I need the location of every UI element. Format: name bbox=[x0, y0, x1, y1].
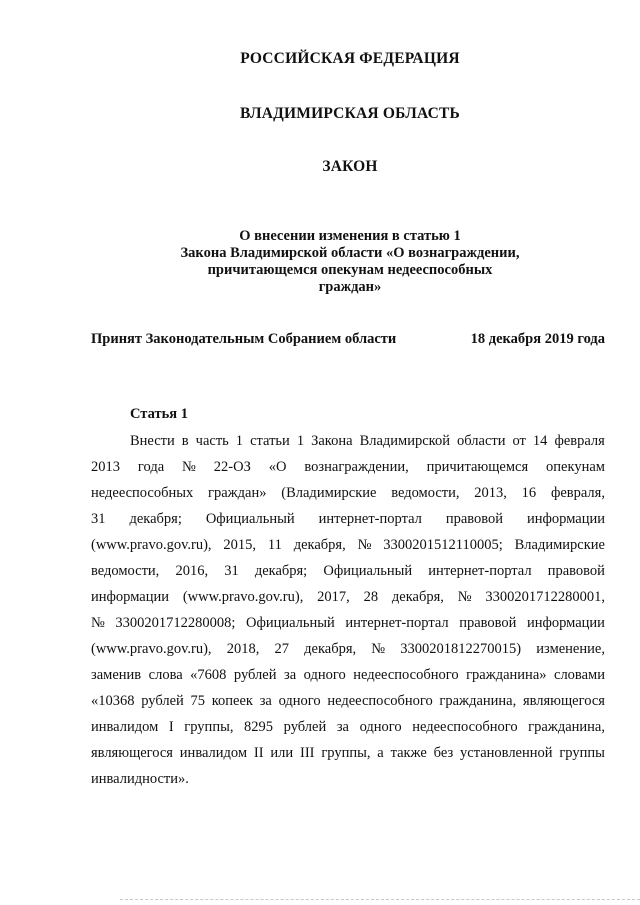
word: 27 bbox=[274, 641, 289, 657]
word: за bbox=[259, 693, 272, 709]
paragraph-line bbox=[91, 742, 605, 768]
word: граждан» bbox=[208, 485, 267, 501]
word: № bbox=[91, 615, 105, 631]
word: интернет-портал bbox=[318, 511, 422, 527]
page-edge-divider bbox=[120, 899, 640, 900]
word: рублей bbox=[141, 693, 184, 709]
word: Официальный bbox=[323, 563, 413, 579]
law-title-line: граждан» bbox=[318, 279, 382, 295]
paragraph-line bbox=[91, 482, 605, 508]
word: (www.pravo.gov.ru), bbox=[91, 537, 212, 553]
word: информации bbox=[527, 511, 605, 527]
word: являющегося bbox=[522, 693, 605, 709]
word: 14 bbox=[532, 433, 548, 449]
paragraph-line bbox=[91, 508, 605, 534]
word: без bbox=[433, 745, 454, 761]
country-heading: РОССИЙСКАЯ ФЕДЕРАЦИЯ bbox=[240, 50, 460, 67]
word: Владимирской bbox=[359, 433, 450, 449]
word: 11 bbox=[267, 537, 282, 553]
paragraph-line bbox=[91, 664, 605, 690]
word: 75 bbox=[190, 693, 206, 709]
word: группы, bbox=[184, 719, 234, 735]
word: 1 bbox=[296, 433, 305, 449]
word: копеек bbox=[211, 693, 253, 709]
word: 2015, bbox=[223, 537, 257, 553]
word: ведомости, bbox=[391, 485, 460, 501]
paragraph-line bbox=[91, 586, 605, 612]
word: информации bbox=[526, 615, 605, 631]
word: 22-ОЗ bbox=[213, 459, 251, 475]
word: Закона bbox=[311, 433, 353, 449]
paragraph-line bbox=[91, 716, 605, 742]
word: ведомости, bbox=[91, 563, 160, 579]
word: рублей bbox=[233, 667, 277, 683]
word: декабря; bbox=[129, 511, 182, 527]
word: № bbox=[457, 589, 472, 605]
word: часть bbox=[195, 433, 229, 449]
word: № bbox=[371, 641, 386, 657]
word: III bbox=[299, 745, 315, 761]
word: интернет-портал bbox=[345, 615, 449, 631]
word: 3300201712280008; bbox=[115, 615, 236, 631]
word: интернет-портал bbox=[428, 563, 532, 579]
word: одного bbox=[359, 719, 402, 735]
document-type-heading: ЗАКОН bbox=[322, 158, 378, 175]
word: декабря, bbox=[391, 589, 444, 605]
word: декабря; bbox=[254, 563, 308, 579]
word: правовой bbox=[459, 615, 517, 631]
word: инвалидом bbox=[179, 745, 248, 761]
word: словами bbox=[554, 667, 605, 683]
paragraph-line bbox=[91, 638, 605, 664]
paragraph-line bbox=[91, 534, 605, 560]
word: одного bbox=[303, 667, 346, 683]
word: инвалидности». bbox=[91, 771, 189, 787]
word: правовой bbox=[547, 563, 605, 579]
word: Официальный bbox=[205, 511, 295, 527]
word: Официальный bbox=[245, 615, 335, 631]
adoption-date: 18 декабря 2019 года bbox=[470, 331, 605, 347]
word: № bbox=[357, 537, 372, 553]
word: «7608 bbox=[190, 667, 227, 683]
word: правовой bbox=[445, 511, 504, 527]
word: статьи bbox=[250, 433, 290, 449]
word: а bbox=[377, 745, 384, 761]
law-title-line: причитающемся опекунам недееспособных bbox=[207, 262, 493, 278]
word: года bbox=[137, 459, 165, 475]
word: недееспособного bbox=[353, 667, 459, 683]
word: рублей bbox=[283, 719, 327, 735]
word: февраля, bbox=[550, 485, 605, 501]
word: недееспособного bbox=[327, 693, 433, 709]
word: 2013 bbox=[91, 459, 120, 475]
word: также bbox=[390, 745, 427, 761]
word: 2018, bbox=[226, 641, 260, 657]
word: II bbox=[253, 745, 264, 761]
word: опекунам bbox=[546, 459, 605, 475]
word: декабря, bbox=[304, 641, 357, 657]
word: гражданина, bbox=[439, 693, 517, 709]
adopted-by: Принят Законодательным Собранием области bbox=[91, 331, 397, 347]
paragraph-line bbox=[91, 430, 605, 456]
word: установленной bbox=[460, 745, 553, 761]
word: 2013, bbox=[474, 485, 507, 501]
word: 31 bbox=[224, 563, 239, 579]
law-title-line: Закона Владимирской области «О вознаграждении, bbox=[180, 245, 520, 261]
word: (www.pravo.gov.ru), bbox=[182, 589, 304, 605]
word: изменение, bbox=[536, 641, 605, 657]
paragraph-line bbox=[91, 768, 605, 794]
word: 3300201712280001, bbox=[485, 589, 605, 605]
word: 31 bbox=[91, 511, 106, 527]
word: слова bbox=[148, 667, 183, 683]
word: 16 bbox=[521, 485, 537, 501]
word: за bbox=[284, 667, 297, 683]
word: причитающемся bbox=[426, 459, 529, 475]
word: Владимирские bbox=[514, 537, 605, 553]
paragraph-line bbox=[91, 456, 605, 482]
word: февраля bbox=[554, 433, 605, 449]
article-heading: Статья 1 bbox=[130, 406, 188, 422]
paragraph-line bbox=[91, 690, 605, 716]
word: 28 bbox=[363, 589, 379, 605]
word: в bbox=[181, 433, 189, 449]
article-body bbox=[91, 430, 605, 794]
paragraph-line bbox=[91, 612, 605, 638]
word: 8295 bbox=[244, 719, 274, 735]
word: или bbox=[270, 745, 294, 761]
word: 2016, bbox=[175, 563, 209, 579]
word: одного bbox=[278, 693, 321, 709]
word: недееспособных bbox=[91, 485, 194, 501]
word: заменив bbox=[91, 667, 142, 683]
word: декабря, bbox=[293, 537, 346, 553]
paragraph-line bbox=[91, 560, 605, 586]
word: «О bbox=[268, 459, 287, 475]
word: 2017, bbox=[317, 589, 350, 605]
word: 1 bbox=[235, 433, 244, 449]
word: гражданина, bbox=[528, 719, 605, 735]
word: «10368 bbox=[91, 693, 135, 709]
word: от bbox=[512, 433, 526, 449]
word: информации bbox=[91, 589, 169, 605]
word: вознаграждении, bbox=[304, 459, 409, 475]
region-heading: ВЛАДИМИРСКАЯ ОБЛАСТЬ bbox=[240, 105, 460, 122]
word: за bbox=[336, 719, 349, 735]
word: инвалидом bbox=[91, 719, 159, 735]
word: недееспособного bbox=[412, 719, 518, 735]
word: (www.pravo.gov.ru), bbox=[91, 641, 212, 657]
word: области bbox=[457, 433, 506, 449]
word: 3300201812270015) bbox=[400, 641, 522, 657]
word: являющегося bbox=[91, 745, 173, 761]
word: 3300201512110005; bbox=[383, 537, 503, 553]
word: (Владимирские bbox=[281, 485, 377, 501]
word: I bbox=[168, 719, 174, 735]
law-title bbox=[0, 228, 640, 296]
word: Внести bbox=[130, 433, 175, 449]
word: гражданина» bbox=[466, 667, 547, 683]
word: группы, bbox=[321, 745, 371, 761]
word: группы bbox=[559, 745, 605, 761]
word: № bbox=[182, 459, 196, 475]
law-title-line: О внесении изменения в статью 1 bbox=[239, 228, 461, 244]
